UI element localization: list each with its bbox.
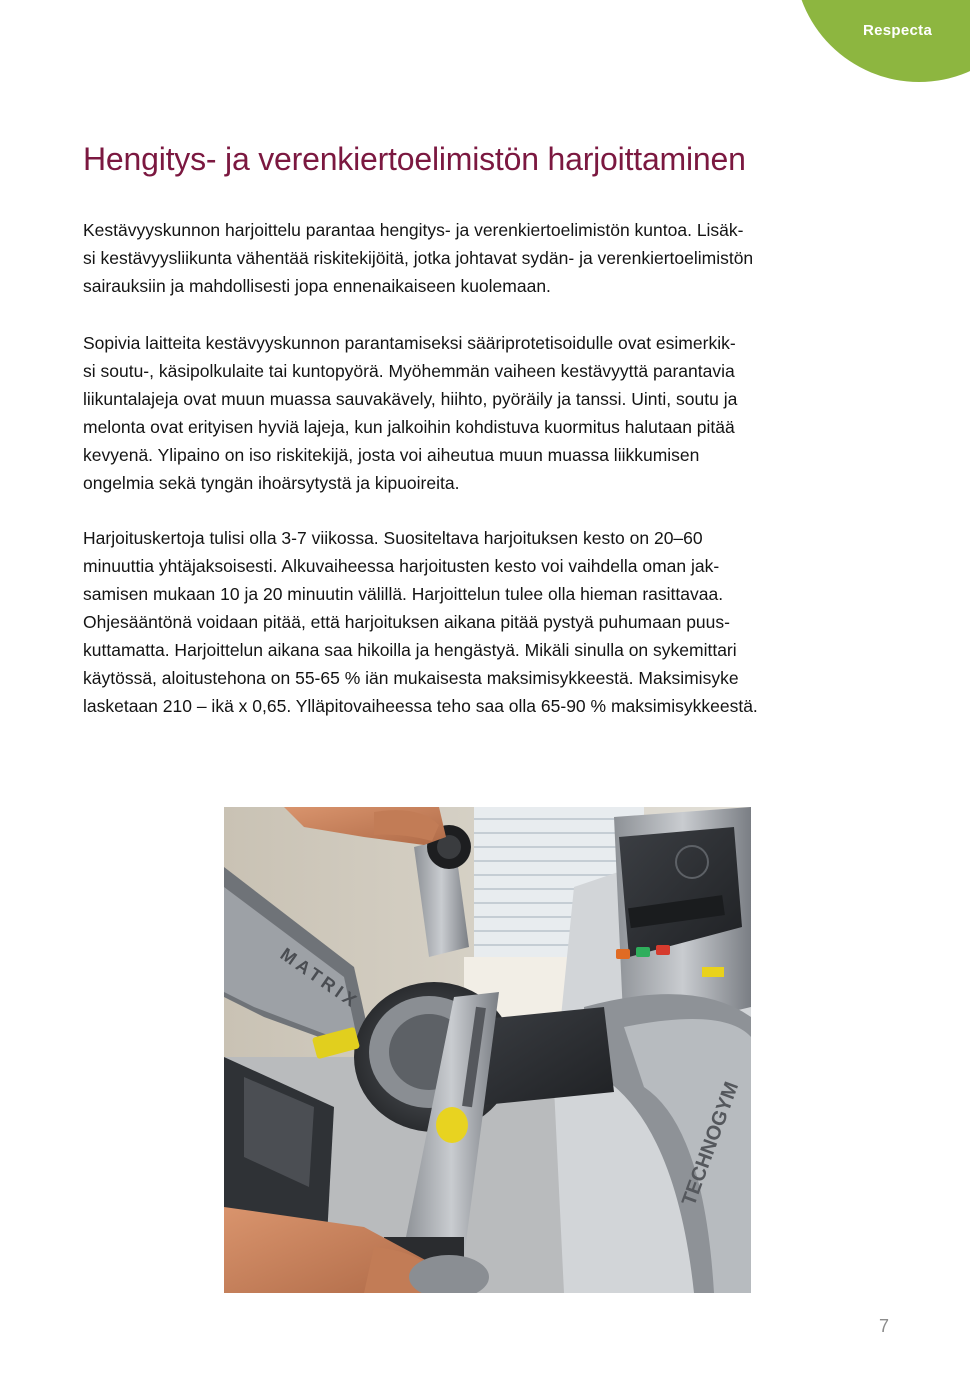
paragraph-2	[83, 329, 893, 497]
paragraph-line: si soutu-, käsipolkulaite tai kuntopyörä. Myöhemmän vaiheen kestävyyttä parantavia	[83, 361, 735, 381]
paragraph-line: Sopivia laitteita kestävyyskunnon parantamiseksi sääriprotetisoidulle ovat esimerkik-	[83, 333, 736, 353]
arm-ergometer-photo	[224, 807, 751, 1293]
paragraph-line: melonta ovat erityisen hyviä lajeja, kun jalkoihin kohdistuva kuormitus halutaan pitää	[83, 417, 735, 437]
paragraph-line: Ohjesääntönä voidaan pitää, että harjoituksen aikana pitää pystyä puhumaan puus-	[83, 612, 730, 632]
brand-name: Respecta	[863, 22, 933, 39]
paragraph-line: liikuntalajeja ovat muun muassa sauvakävely, hiihto, pyöräily ja tanssi. Uinti, soutu ja	[83, 389, 738, 409]
machine-brand-left: MATRIX	[276, 943, 364, 1013]
page-number: 7	[879, 1316, 890, 1336]
paragraph-3	[83, 524, 893, 720]
paragraph-line: Kestävyyskunnon harjoittelu parantaa hengitys- ja verenkiertoelimistön kuntoa. Lisäk-	[83, 220, 744, 240]
paragraph-line: kuttamatta. Harjoittelun aikana saa hikoilla ja hengästyä. Mikäli sinulla on sykemittari	[83, 640, 737, 660]
paragraph-line: si kestävyysliikunta vähentää riskitekijöitä, jotka johtavat sydän- ja verenkiertoelimistön	[83, 248, 754, 268]
paragraph-line: minuuttia yhtäjaksoisesti. Alkuvaiheessa harjoitusten kesto voi vaihdella oman jak-	[83, 556, 720, 576]
paragraph-line: samisen mukaan 10 ja 20 minuutin välillä. Harjoittelun tulee olla hieman rasittavaa.	[83, 584, 724, 604]
paragraph-1	[83, 216, 893, 300]
machine-brand-right: TECHNOGYM	[678, 1079, 744, 1209]
paragraph-line: käytössä, aloitustehona on 55-65 % iän mukaisesta maksimisykkeestä. Maksimisyke	[83, 668, 739, 688]
brand-corner-shape	[794, 0, 970, 82]
paragraph-line: kevyenä. Ylipaino on iso riskitekijä, josta voi aiheutua muun muassa liikkumisen	[83, 445, 700, 465]
paragraph-line: Harjoituskertoja tulisi olla 3-7 viikossa. Suositeltava harjoituksen kesto on 20–60	[83, 528, 703, 548]
page-title: Hengitys- ja verenkiertoelimistön harjoittaminen	[83, 141, 746, 177]
paragraph-line: sairauksiin ja mahdollisesti jopa ennenaikaiseen kuolemaan.	[83, 276, 551, 296]
paragraph-line: lasketaan 210 – ikä x 0,65. Ylläpitovaiheessa teho saa olla 65-90 % maksimisykkeestä.	[83, 696, 758, 716]
paragraph-line: ongelmia sekä tyngän ihoärsytystä ja kipuoireita.	[83, 473, 460, 493]
